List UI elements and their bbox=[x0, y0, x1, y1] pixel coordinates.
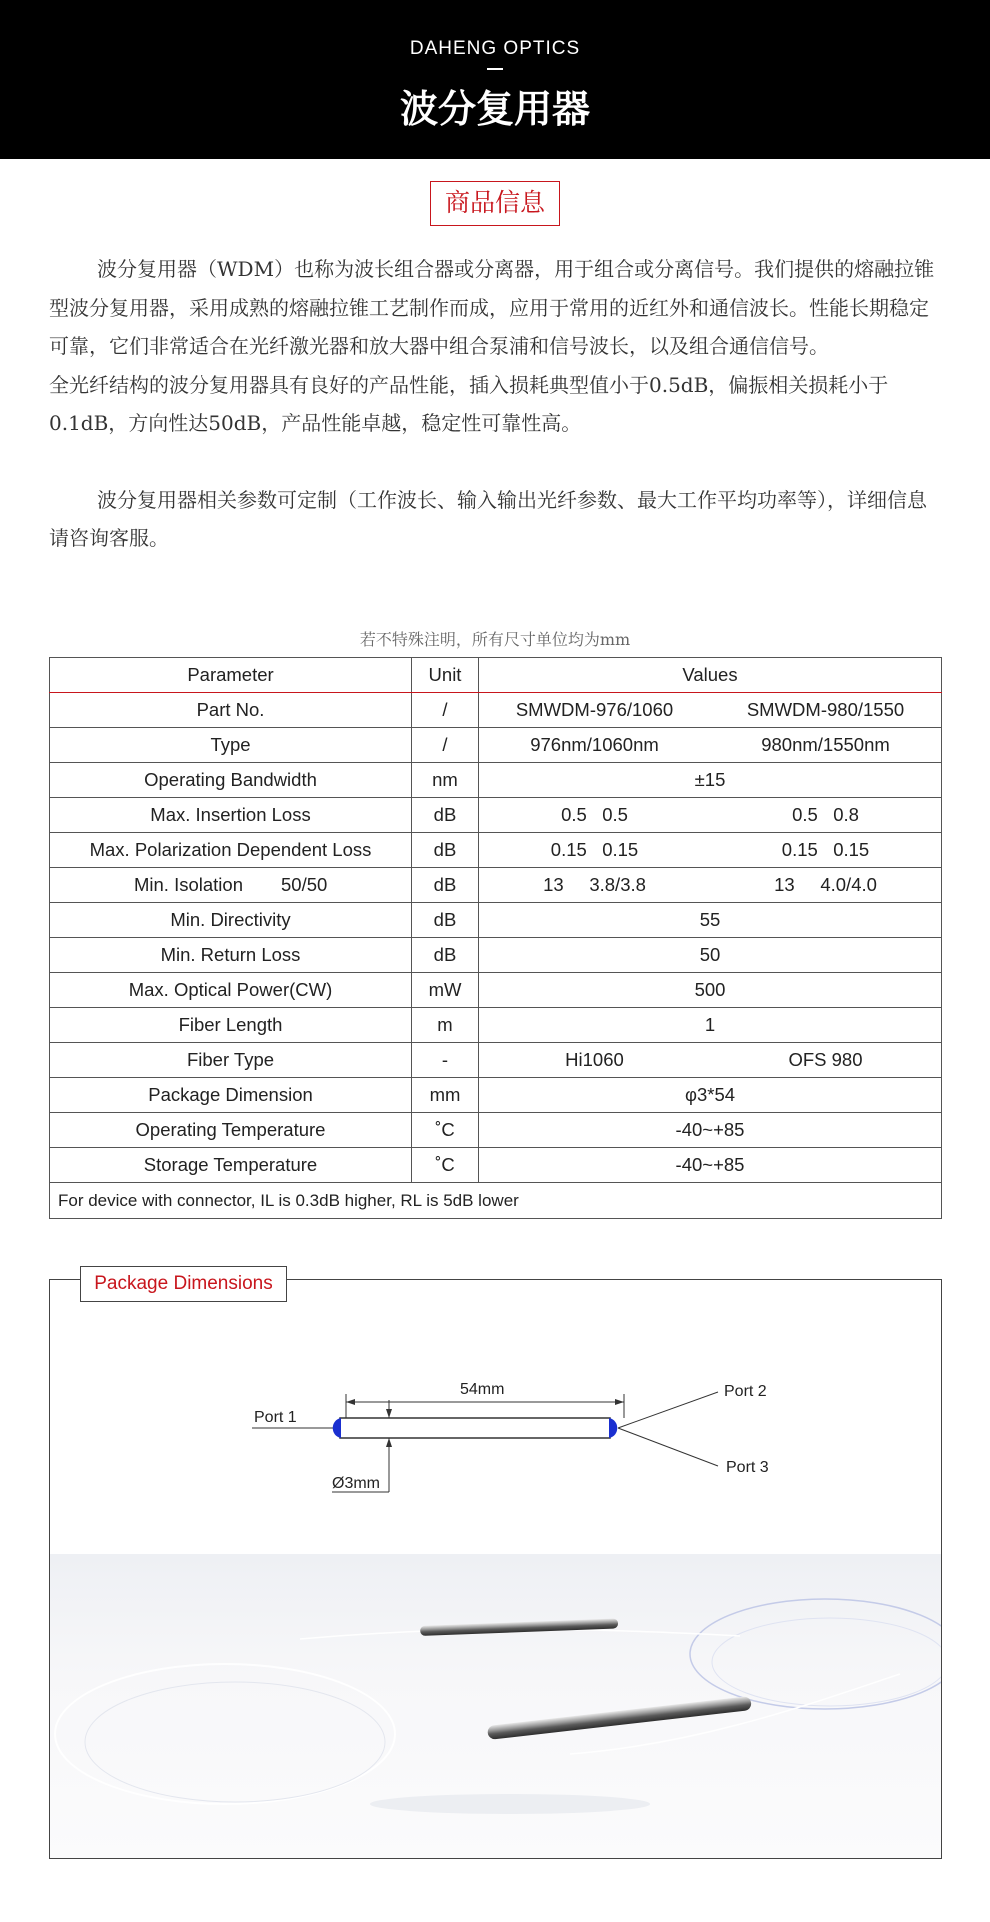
value-cell: -40~+85 bbox=[479, 1148, 942, 1183]
param-cell: Operating Bandwidth bbox=[50, 763, 412, 798]
table-row bbox=[50, 693, 942, 728]
port2-fiber bbox=[618, 1392, 718, 1428]
value-2: 13 4.0/4.0 bbox=[774, 874, 877, 895]
unit-cell: dB bbox=[412, 903, 479, 938]
table-header-row bbox=[50, 658, 942, 693]
value-1: 0.15 0.15 bbox=[550, 839, 639, 860]
unit-cell: - bbox=[412, 1043, 479, 1078]
length-arrow-left bbox=[346, 1399, 355, 1405]
intro-paragraph-1: 波分复用器（WDM）也称为波长组合器或分离器，用于组合或分离信号。我们提供的熔融拉锥型波分复用器，采用成熟的熔融拉锥工艺制作而成，应用于常用的近红外和通信波长。性能长期稳定可靠，它们非常适合在光纤激光器和放大器中组合泵浦和信号波长，以及组合通信信号。 bbox=[49, 257, 935, 358]
product-photo bbox=[50, 1554, 941, 1858]
value-cell: 50 bbox=[479, 938, 942, 973]
unit-cell: mW bbox=[412, 973, 479, 1008]
length-arrow-right bbox=[615, 1399, 624, 1405]
value-1: Hi1060 bbox=[565, 1049, 624, 1070]
port3-label: Port 3 bbox=[726, 1459, 769, 1476]
unit-cell: / bbox=[412, 693, 479, 728]
unit-cell: dB bbox=[412, 798, 479, 833]
fiber-coil-right-inner bbox=[712, 1618, 941, 1706]
fiber-coil-left-inner bbox=[85, 1682, 385, 1802]
values-cell bbox=[479, 868, 942, 903]
table-row bbox=[50, 1078, 942, 1113]
table-row bbox=[50, 763, 942, 798]
unit-cell: dB bbox=[412, 868, 479, 903]
values-cell bbox=[479, 693, 942, 728]
param-name: Min. Isolation bbox=[134, 874, 243, 895]
param-cell: Package Dimension bbox=[50, 1078, 412, 1113]
port3-fiber bbox=[618, 1428, 718, 1466]
diameter-label: Ø3mm bbox=[332, 1475, 380, 1492]
unit-note: 若不特殊注明，所有尺寸单位均为mm bbox=[359, 630, 631, 649]
param-cell: Max. Optical Power(CW) bbox=[50, 973, 412, 1008]
value-2: 980nm/1550nm bbox=[761, 734, 890, 755]
tube-lower bbox=[487, 1696, 752, 1740]
unit-cell: ˚C bbox=[412, 1148, 479, 1183]
diameter-arrow-top bbox=[386, 1409, 392, 1418]
header-parameter: Parameter bbox=[50, 658, 412, 693]
table-row bbox=[50, 868, 942, 903]
param-cell: Part No. bbox=[50, 693, 412, 728]
value-2: SMWDM-980/1550 bbox=[746, 699, 905, 720]
intro-paragraph-2: 全光纤结构的波分复用器具有良好的产品性能，插入损耗典型值小于0.5dB，偏振相关损耗小于0.1dB，方向性达50dB，产品性能卓越，稳定性可靠性高。 bbox=[49, 372, 889, 435]
unit-cell: dB bbox=[412, 833, 479, 868]
param-ratio: 50/50 bbox=[281, 874, 328, 895]
value-1: 13 3.8/3.8 bbox=[543, 874, 646, 895]
tube-shadow bbox=[370, 1794, 650, 1814]
table-row bbox=[50, 938, 942, 973]
tube-body bbox=[340, 1418, 610, 1438]
values-cell bbox=[479, 1043, 942, 1078]
value-2: 0.15 0.15 bbox=[781, 839, 870, 860]
value-cell: 55 bbox=[479, 903, 942, 938]
table-row bbox=[50, 973, 942, 1008]
product-photo-graphic bbox=[50, 1554, 941, 1858]
value-1: 976nm/1060nm bbox=[530, 734, 659, 755]
table-row bbox=[50, 1043, 942, 1078]
table-row bbox=[50, 728, 942, 763]
table-row bbox=[50, 903, 942, 938]
param-cell bbox=[50, 868, 412, 903]
dimension-drawing bbox=[240, 1370, 800, 1500]
table-footnote: For device with connector, IL is 0.3dB higher, RL is 5dB lower bbox=[50, 1183, 942, 1219]
product-info-tag: 商品信息 bbox=[430, 181, 560, 226]
header-values: Values bbox=[479, 658, 942, 693]
unit-cell: ˚C bbox=[412, 1113, 479, 1148]
port1-label: Port 1 bbox=[254, 1409, 297, 1426]
unit-cell: dB bbox=[412, 938, 479, 973]
value-1: 0.5 0.5 bbox=[561, 804, 628, 825]
spec-table bbox=[49, 657, 942, 1219]
fiber-coil-right bbox=[690, 1599, 941, 1709]
param-cell: Max. Insertion Loss bbox=[50, 798, 412, 833]
unit-cell: / bbox=[412, 728, 479, 763]
values-cell bbox=[479, 833, 942, 868]
table-row bbox=[50, 833, 942, 868]
right-endcap bbox=[609, 1418, 617, 1438]
table-footnote-row bbox=[50, 1183, 942, 1219]
param-cell: Min. Directivity bbox=[50, 903, 412, 938]
diameter-arrow-bottom bbox=[386, 1438, 392, 1447]
table-row bbox=[50, 1008, 942, 1043]
param-cell: Fiber Type bbox=[50, 1043, 412, 1078]
length-label: 54mm bbox=[460, 1381, 505, 1398]
title-divider bbox=[487, 68, 503, 70]
value-cell: ±15 bbox=[479, 763, 942, 798]
value-cell: 1 bbox=[479, 1008, 942, 1043]
value-2: OFS 980 bbox=[788, 1049, 863, 1070]
param-cell: Operating Temperature bbox=[50, 1113, 412, 1148]
value-2: 0.5 0.8 bbox=[792, 804, 859, 825]
value-cell: 500 bbox=[479, 973, 942, 1008]
param-cell: Storage Temperature bbox=[50, 1148, 412, 1183]
left-endcap bbox=[333, 1418, 341, 1438]
product-description bbox=[49, 250, 941, 558]
value-1: SMWDM-976/1060 bbox=[515, 699, 674, 720]
table-row bbox=[50, 1113, 942, 1148]
unit-cell: m bbox=[412, 1008, 479, 1043]
header-unit: Unit bbox=[412, 658, 479, 693]
param-cell: Min. Return Loss bbox=[50, 938, 412, 973]
intro-paragraph-3: 波分复用器相关参数可定制（工作波长、输入输出光纤参数、最大工作平均功率等），详细信息请咨询客服。 bbox=[49, 487, 927, 550]
tube-upper bbox=[420, 1618, 618, 1636]
values-cell bbox=[479, 798, 942, 833]
unit-cell: nm bbox=[412, 763, 479, 798]
value-cell: -40~+85 bbox=[479, 1113, 942, 1148]
header-banner bbox=[0, 0, 990, 159]
table-row bbox=[50, 1148, 942, 1183]
table-row bbox=[50, 798, 942, 833]
values-cell bbox=[479, 728, 942, 763]
port2-label: Port 2 bbox=[724, 1383, 767, 1400]
page-title: 波分复用器 bbox=[399, 87, 590, 131]
param-cell: Type bbox=[50, 728, 412, 763]
param-cell: Fiber Length bbox=[50, 1008, 412, 1043]
value-cell: φ3*54 bbox=[479, 1078, 942, 1113]
brand-name: DAHENG OPTICS bbox=[409, 38, 581, 59]
package-dimensions-tag: Package Dimensions bbox=[80, 1266, 287, 1302]
unit-cell: mm bbox=[412, 1078, 479, 1113]
param-cell: Max. Polarization Dependent Loss bbox=[50, 833, 412, 868]
